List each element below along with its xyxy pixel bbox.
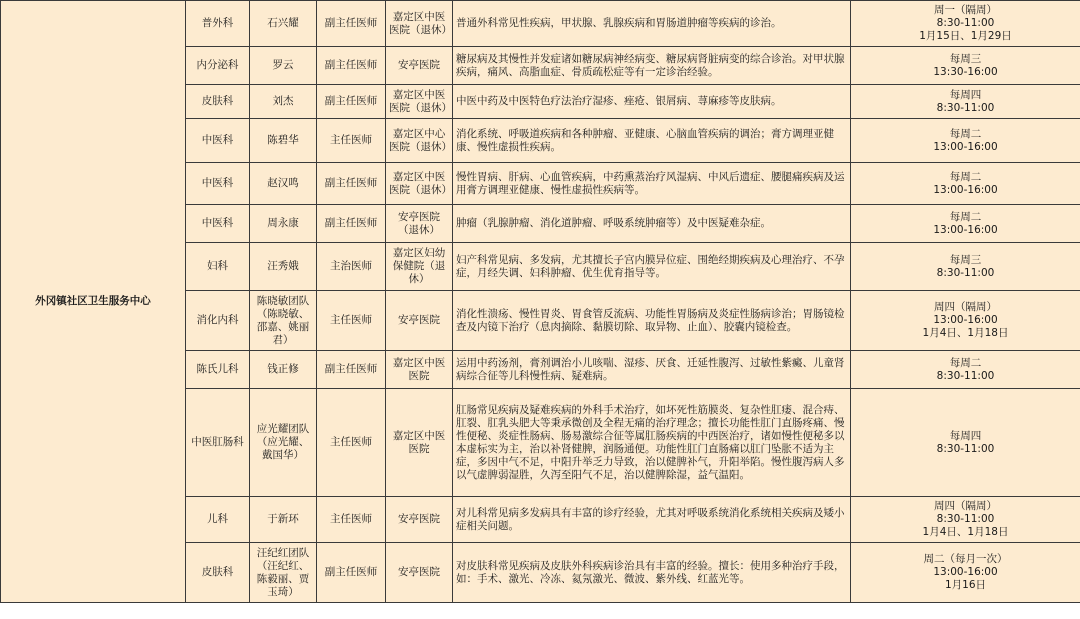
schedule-time: 8:30-11:00 [936, 266, 995, 279]
schedule-cell [851, 497, 1080, 543]
desc-cell: 妇产科常见病、多发病，尤其擅长子宫内膜异位症、围绝经期疾病及心理治疗、不孕症，月经失调、妇科肿瘤、优生优育指导等。 [453, 243, 851, 291]
desc-cell: 肿瘤（乳腺肿瘤、消化道肿瘤、呼吸系统肿瘤等）及中医疑难杂症。 [453, 205, 851, 243]
schedule-time: 8:30-11:00 [936, 17, 995, 29]
schedule-time: 13:00-16:00 [933, 183, 998, 196]
title-cell: 副主任医师 [317, 85, 386, 119]
desc-cell: 运用中药汤剂，膏剂调治小儿咳喘、湿疹、厌食、迁延性腹泻、过敏性紫癜、儿童肾病综合征等儿科慢性病、疑难病。 [453, 351, 851, 389]
schedule-day: 每周二 [949, 210, 982, 223]
doctor-cell: 罗云 [250, 47, 317, 85]
schedule-time: 13:00-16:00 [933, 223, 998, 236]
title-cell: 副主任医师 [317, 543, 386, 603]
title-cell: 副主任医师 [317, 1, 386, 47]
center-name: 外冈镇社区卫生服务中心 [1, 1, 186, 603]
doctor-cell: 应光耀团队（应光耀、戴国华） [250, 389, 317, 497]
dept-cell: 中医科 [186, 119, 250, 163]
hospital-cell: 安亭医院 [386, 497, 453, 543]
doctor-cell: 陈晓敏团队（陈晓敏、邵嘉、姚丽君） [250, 291, 317, 351]
dept-cell: 儿科 [186, 497, 250, 543]
schedule-cell [851, 205, 1080, 243]
doctor-cell: 周永康 [250, 205, 317, 243]
desc-cell: 对儿科常见病多发病具有丰富的诊疗经验，尤其对呼吸系统消化系统相关疾病及矮小症相关问题。 [453, 497, 851, 543]
dept-cell: 中医科 [186, 205, 250, 243]
hospital-cell: 安亭医院 [386, 291, 453, 351]
table-row [1, 1, 1080, 47]
dept-cell: 消化内科 [186, 291, 250, 351]
doctor-cell: 汪纪红团队（汪纪红、陈毅丽、贾玉琦） [250, 543, 317, 603]
title-cell: 主治医师 [317, 243, 386, 291]
schedule-day: 每周四 [949, 429, 982, 442]
doctor-cell: 石兴耀 [250, 1, 317, 47]
hospital-cell: 嘉定区妇幼保健院（退休） [386, 243, 453, 291]
schedule-cell [851, 351, 1080, 389]
schedule-time: 13:00-16:00 [933, 140, 998, 153]
doctor-cell: 汪秀娥 [250, 243, 317, 291]
schedule-dates: 1月15日、1月29日 [919, 30, 1012, 42]
schedule-day: 每周二 [949, 127, 982, 140]
schedule-day: 周四（隔周） [934, 500, 997, 512]
schedule-day: 每周三 [949, 253, 982, 266]
schedule-time: 8:30-11:00 [936, 442, 995, 455]
title-cell: 主任医师 [317, 291, 386, 351]
schedule-day: 每周四 [949, 88, 982, 101]
hospital-cell: 嘉定区中医医院（退休） [386, 85, 453, 119]
desc-cell: 消化性溃疡、慢性胃炎、胃食管反流病、功能性胃肠病及炎症性肠病诊治；胃肠镜检查及内镜下治疗（息肉摘除、黏膜切除、取异物、止血）、胶囊内镜检查。 [453, 291, 851, 351]
schedule-cell [851, 163, 1080, 205]
schedule-time: 13:00-16:00 [933, 566, 998, 578]
desc-cell: 消化系统、呼吸道疾病和各种肿瘤、亚健康、心脑血管疾病的调治；膏方调理亚健康、慢性虚损性疾病。 [453, 119, 851, 163]
title-cell: 主任医师 [317, 389, 386, 497]
schedule-time: 13:00-16:00 [933, 314, 998, 326]
hospital-cell: 嘉定区中医医院 [386, 389, 453, 497]
schedule-cell [851, 47, 1080, 85]
schedule-dates: 1月4日、1月18日 [922, 526, 1009, 538]
hospital-cell: 嘉定区中医医院 [386, 351, 453, 389]
schedule-time: 8:30-11:00 [936, 513, 995, 525]
schedule-day: 每周三 [949, 52, 982, 65]
schedule-body [1, 1, 1080, 603]
dept-cell: 普外科 [186, 1, 250, 47]
schedule-cell [851, 543, 1080, 603]
schedule-dates: 1月16日 [944, 579, 987, 591]
title-cell: 副主任医师 [317, 351, 386, 389]
schedule-time: 13:30-16:00 [933, 65, 998, 78]
desc-cell: 中医中药及中医特色疗法治疗湿疹、痤疮、银屑病、荨麻疹等皮肤病。 [453, 85, 851, 119]
title-cell: 主任医师 [317, 497, 386, 543]
doctor-cell: 陈碧华 [250, 119, 317, 163]
schedule-cell [851, 389, 1080, 497]
desc-cell: 普通外科常见性疾病，甲状腺、乳腺疾病和胃肠道肿瘤等疾病的诊治。 [453, 1, 851, 47]
hospital-cell: 安亭医院 [386, 47, 453, 85]
desc-cell: 慢性胃病、肝病、心血管疾病，中药熏蒸治疗风湿病、中风后遗症、腰腿痛疾病及运用膏方调理亚健康、慢性虚损性疾病等。 [453, 163, 851, 205]
schedule-day: 周四（隔周） [934, 301, 997, 313]
hospital-cell: 嘉定区中医医院（退休） [386, 1, 453, 47]
schedule-day: 周二（每月一次） [923, 553, 1008, 565]
dept-cell: 内分泌科 [186, 47, 250, 85]
dept-cell: 妇科 [186, 243, 250, 291]
schedule-time: 8:30-11:00 [936, 369, 995, 382]
desc-cell: 肛肠常见疾病及疑难疾病的外科手术治疗，如坏死性筋膜炎、复杂性肛瘘、混合痔、肛裂、肛乳头肥大等秉承微创及全程无痛的治疗理念；擅长功能性肛门直肠疼痛、慢性便秘、炎症性肠病、肠易激综合征等属肛肠疾病的中西医治疗，诸如慢性便秘多以本虚标实为主，治以补肾健脾，润肠通便。功能性肛门直肠痛以肛门坠胀不适为主症，多因中气不足，中阳升举乏力导致，治以健脾补气，升阳举陷。慢性腹泻病人多以气虚脾弱湿胜，久泻至阳气不足，治以健脾除湿，益气温阳。 [453, 389, 851, 497]
dept-cell: 皮肤科 [186, 85, 250, 119]
hospital-cell: 安亭医院（退休） [386, 205, 453, 243]
dept-cell: 中医科 [186, 163, 250, 205]
schedule-day: 每周二 [949, 356, 982, 369]
dept-cell: 陈氏儿科 [186, 351, 250, 389]
schedule-cell [851, 291, 1080, 351]
dept-cell: 中医肛肠科 [186, 389, 250, 497]
schedule-cell [851, 243, 1080, 291]
schedule-cell [851, 1, 1080, 47]
doctor-cell: 钱正修 [250, 351, 317, 389]
title-cell: 副主任医师 [317, 205, 386, 243]
doctor-cell: 赵汉鸣 [250, 163, 317, 205]
desc-cell: 对皮肤科常见疾病及皮肤外科疾病诊治具有丰富的经验。擅长：使用多种治疗手段，如：手术、激光、冷冻、氦氖激光、微波、紫外线、红蓝光等。 [453, 543, 851, 603]
hospital-cell: 嘉定区中医医院（退休） [386, 163, 453, 205]
title-cell: 主任医师 [317, 119, 386, 163]
desc-cell: 糖尿病及其慢性并发症诸如糖尿病神经病变、糖尿病肾脏病变的综合诊治。对甲状腺疾病，痛风、高脂血症、骨质疏松症等有一定诊治经验。 [453, 47, 851, 85]
schedule-dates: 1月4日、1月18日 [922, 327, 1009, 339]
doctor-cell: 于新环 [250, 497, 317, 543]
schedule-cell [851, 85, 1080, 119]
schedule-day: 周一（隔周） [934, 4, 997, 16]
hospital-cell: 安亭医院 [386, 543, 453, 603]
title-cell: 副主任医师 [317, 47, 386, 85]
title-cell: 副主任医师 [317, 163, 386, 205]
doctor-cell: 刘杰 [250, 85, 317, 119]
schedule-time: 8:30-11:00 [936, 101, 995, 114]
dept-cell: 皮肤科 [186, 543, 250, 603]
hospital-cell: 嘉定区中心医院（退休） [386, 119, 453, 163]
schedule-cell [851, 119, 1080, 163]
schedule-day: 每周二 [949, 170, 982, 183]
